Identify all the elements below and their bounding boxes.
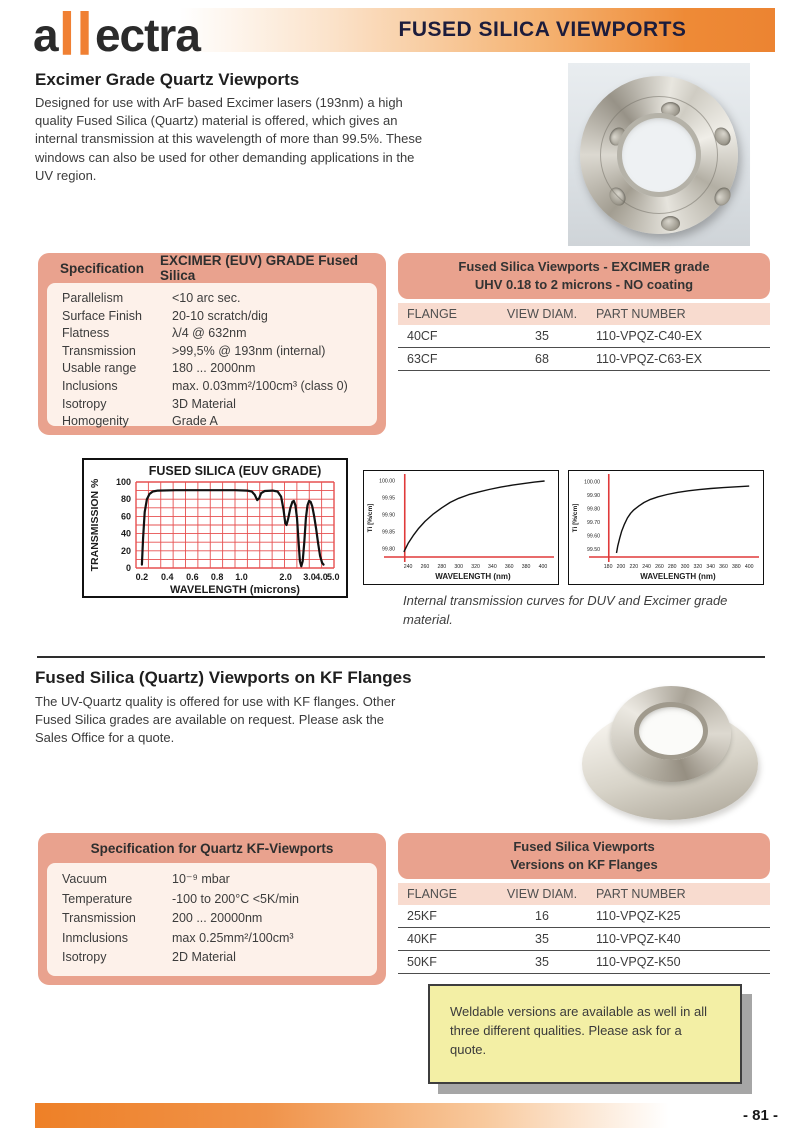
table-row [398, 325, 770, 348]
svg-text:380: 380 [521, 564, 531, 570]
table-cell: 35 [535, 955, 549, 969]
section-divider [37, 656, 765, 658]
svg-text:200: 200 [616, 564, 626, 570]
svg-text:WAVELENGTH (nm): WAVELENGTH (nm) [435, 572, 511, 581]
spec-label: Transmission [62, 343, 136, 358]
svg-text:300: 300 [680, 564, 690, 570]
spec-value: max. 0.03mm²/100cm³ (class 0) [172, 378, 348, 393]
column-header: FLANGE [407, 307, 458, 321]
svg-text:280: 280 [667, 564, 677, 570]
spec-label: Temperature [62, 891, 133, 906]
svg-text:3.0: 3.0 [303, 572, 316, 582]
table-cell: 50KF [407, 955, 437, 969]
spec-value: 3D Material [172, 396, 236, 411]
table-row [398, 905, 770, 928]
kf-flange-window [634, 702, 708, 760]
column-header: PART NUMBER [596, 307, 686, 321]
svg-text:320: 320 [693, 564, 703, 570]
svg-text:99.90: 99.90 [382, 512, 395, 519]
table-cell: 40CF [407, 329, 438, 343]
svg-text:TRANSMISSION %: TRANSMISSION % [89, 478, 101, 572]
svg-text:FUSED SILICA (EUV GRADE): FUSED SILICA (EUV GRADE) [148, 464, 322, 478]
svg-text:180: 180 [603, 564, 613, 570]
part-table-kf-title [398, 833, 770, 879]
spec-kf-list [47, 863, 377, 976]
spec-row [62, 308, 377, 326]
spec-row [62, 890, 377, 910]
footer-bar [35, 1103, 695, 1128]
part-table-euv-columns [398, 303, 770, 325]
spec-box-kf [38, 833, 386, 985]
spec-row [62, 325, 377, 343]
table-row [398, 348, 770, 371]
table-row [398, 951, 770, 974]
spec-label: Homogenity [62, 414, 129, 429]
spec-row [62, 378, 377, 396]
kf-flange-photo [575, 676, 765, 826]
svg-text:WAVELENGTH (microns): WAVELENGTH (microns) [170, 584, 300, 596]
table-row [398, 928, 770, 951]
duv-chart-svg [364, 471, 557, 583]
spec-value: 20-10 scratch/dig [172, 308, 268, 323]
spec-label: Surface Finish [62, 308, 142, 323]
svg-text:99.95: 99.95 [382, 495, 395, 502]
spec-box-kf-title: Specification for Quartz KF-Viewports [90, 840, 334, 856]
spec-label: Flatness [62, 326, 110, 341]
part-table-euv [398, 253, 770, 371]
spec-value: -100 to 200°C <5K/min [172, 891, 299, 906]
svg-text:40: 40 [120, 528, 131, 539]
page-number: - 81 - [742, 1107, 778, 1124]
table-cell: 110-VPQZ-C63-EX [596, 352, 703, 366]
spec-label: Transmission [62, 911, 136, 925]
svg-text:360: 360 [719, 564, 728, 570]
svg-text:100.00: 100.00 [379, 478, 395, 485]
spec-value: 200 ... 20000nm [172, 911, 263, 925]
spec-row [62, 948, 377, 968]
bolt-hole-icon [661, 216, 680, 231]
svg-text:100.00: 100.00 [584, 479, 600, 486]
svg-text:260: 260 [420, 564, 430, 570]
svg-text:240: 240 [403, 564, 413, 570]
svg-text:5.0: 5.0 [326, 572, 340, 582]
table-cell: 63CF [407, 352, 438, 366]
header-banner [180, 8, 775, 52]
part-table-kf-columns [398, 883, 770, 905]
euv-transmission-chart [82, 458, 348, 598]
spec-label: Parallelism [62, 291, 124, 305]
spec-row [62, 343, 377, 361]
spec-row [62, 909, 377, 929]
part-table-kf-body [398, 905, 770, 974]
spec-value: <10 arc sec. [172, 291, 241, 305]
section2-body: The UV-Quartz quality is offered for use with KF flanges. Other Fused Silica grades are available on request. Please ask the Sales Office for a quote. [35, 694, 396, 746]
spec-label: Isotropy [62, 396, 107, 411]
spec-value: 180 ... 2000nm [172, 361, 256, 376]
svg-text:99.90: 99.90 [587, 493, 600, 500]
spec-row [62, 360, 377, 378]
svg-text:Ti [%/cm]: Ti [%/cm] [367, 503, 374, 533]
table-cell: 110-VPQZ-C40-EX [596, 329, 703, 343]
page-title: FUSED SILICA VIEWPORTS [398, 18, 687, 41]
excimer-internal-transmission-chart [568, 470, 764, 585]
svg-text:99.70: 99.70 [587, 520, 600, 527]
svg-text:260: 260 [655, 564, 664, 570]
svg-text:0.4: 0.4 [161, 572, 174, 582]
svg-text:0.2: 0.2 [135, 572, 149, 582]
svg-text:20: 20 [120, 545, 131, 556]
svg-text:60: 60 [120, 511, 131, 522]
spec-value: Grade A [172, 414, 218, 429]
spec-row [62, 396, 377, 414]
spec-label: Isotropy [62, 950, 107, 964]
spec-label: Usable range [62, 361, 137, 376]
bolt-hole-icon [711, 185, 733, 209]
section1-heading: Excimer Grade Quartz Viewports [35, 70, 300, 89]
svg-text:1.0: 1.0 [235, 572, 248, 582]
svg-text:0.6: 0.6 [186, 572, 199, 582]
viewport-window [617, 113, 701, 197]
svg-text:360: 360 [504, 564, 514, 570]
svg-text:99.60: 99.60 [587, 533, 600, 540]
duv-internal-transmission-chart [363, 470, 559, 585]
logo-text-a: a [33, 9, 58, 61]
weldable-note: Weldable versions are available as well in all three different qualities. Please ask for a quote. [428, 984, 742, 1084]
section2-heading: Fused Silica (Quartz) Viewports on KF Flanges [35, 668, 412, 687]
svg-text:220: 220 [629, 564, 639, 570]
spec-box-euv-title [38, 253, 386, 283]
part-table-kf [398, 833, 770, 974]
euv-chart-svg [84, 460, 346, 596]
spec-box-euv [38, 253, 386, 435]
table-title-line1: Fused Silica Viewports - EXCIMER grade [458, 259, 710, 275]
spec-value: max 0.25mm²/100cm³ [172, 930, 294, 945]
allectra-logo [33, 1, 200, 68]
column-header: FLANGE [407, 887, 458, 901]
spec-row [62, 929, 377, 949]
part-table-euv-title [398, 253, 770, 299]
table-cell: 110-VPQZ-K40 [596, 932, 681, 946]
svg-text:99.80: 99.80 [382, 546, 395, 553]
table-cell: 110-VPQZ-K25 [596, 909, 681, 923]
table-title-line2: Versions on KF Flanges [510, 857, 658, 872]
spec-value: λ/4 @ 632nm [172, 326, 247, 341]
spec-label: Vacuum [62, 872, 107, 886]
svg-text:280: 280 [437, 564, 447, 570]
svg-text:4.0: 4.0 [315, 572, 328, 582]
table-cell: 110-VPQZ-K50 [596, 955, 681, 969]
table-cell: 16 [535, 909, 549, 923]
spec-label: Inmclusions [62, 930, 128, 945]
table-cell: 25KF [407, 909, 437, 923]
charts-caption: Internal transmission curves for DUV and Excimer grade material. [403, 593, 728, 627]
spec-value: 10⁻⁹ mbar [172, 872, 230, 886]
column-header: VIEW DIAM. [506, 887, 578, 901]
svg-text:0: 0 [125, 563, 131, 573]
svg-text:0.8: 0.8 [210, 572, 224, 582]
table-cell: 68 [535, 352, 549, 366]
spec-title-left: Specification [60, 260, 145, 276]
spec-value: 2D Material [172, 950, 236, 964]
svg-text:99.85: 99.85 [382, 529, 395, 536]
spec-value: >99,5% @ 193nm (internal) [172, 343, 326, 358]
svg-text:80: 80 [120, 494, 131, 505]
section1-body: Designed for use with ArF based Excimer lasers (193nm) a high quality Fused Silica (Quartz) material is offered, which gives an internal transmission at this wavelength of more than 99.5%. These windows can also be used for other demanding applications in the UV region. [35, 95, 423, 183]
svg-text:99.80: 99.80 [587, 506, 600, 513]
svg-text:240: 240 [642, 564, 651, 570]
svg-text:99.50: 99.50 [587, 546, 600, 553]
svg-text:380: 380 [732, 564, 741, 570]
svg-text:320: 320 [471, 564, 480, 570]
spec-row [62, 290, 377, 308]
svg-text:400: 400 [744, 564, 754, 570]
excimer-chart-svg [569, 471, 762, 583]
cf-flange-graphic [580, 76, 738, 234]
svg-text:2.0: 2.0 [279, 572, 292, 582]
column-header: PART NUMBER [596, 887, 686, 901]
table-title-line1: Fused Silica Viewports [513, 839, 655, 855]
table-cell: 40KF [407, 932, 437, 946]
part-table-euv-body [398, 325, 770, 371]
svg-text:340: 340 [488, 564, 497, 570]
svg-text:100: 100 [115, 477, 131, 487]
column-header: VIEW DIAM. [506, 307, 578, 321]
svg-text:340: 340 [706, 564, 716, 570]
cf-flange-photo [568, 63, 750, 246]
table-title-line2: UHV 0.18 to 2 microns - NO coating [474, 277, 694, 292]
spec-row [62, 413, 377, 431]
svg-text:Ti [%/cm]: Ti [%/cm] [572, 503, 579, 533]
spec-label: Inclusions [62, 378, 118, 393]
spec-row [62, 870, 377, 890]
logo-double-l: ll [58, 1, 94, 68]
svg-text:300: 300 [454, 564, 464, 570]
table-cell: 35 [535, 329, 549, 343]
spec-title-right: EXCIMER (EUV) GRADE Fused Silica [160, 253, 359, 283]
svg-text:400: 400 [538, 564, 548, 570]
table-cell: 35 [535, 932, 549, 946]
spec-euv-list [47, 283, 377, 429]
logo-text-ectra: ectra [94, 9, 200, 61]
svg-text:WAVELENGTH (nm): WAVELENGTH (nm) [640, 572, 716, 581]
